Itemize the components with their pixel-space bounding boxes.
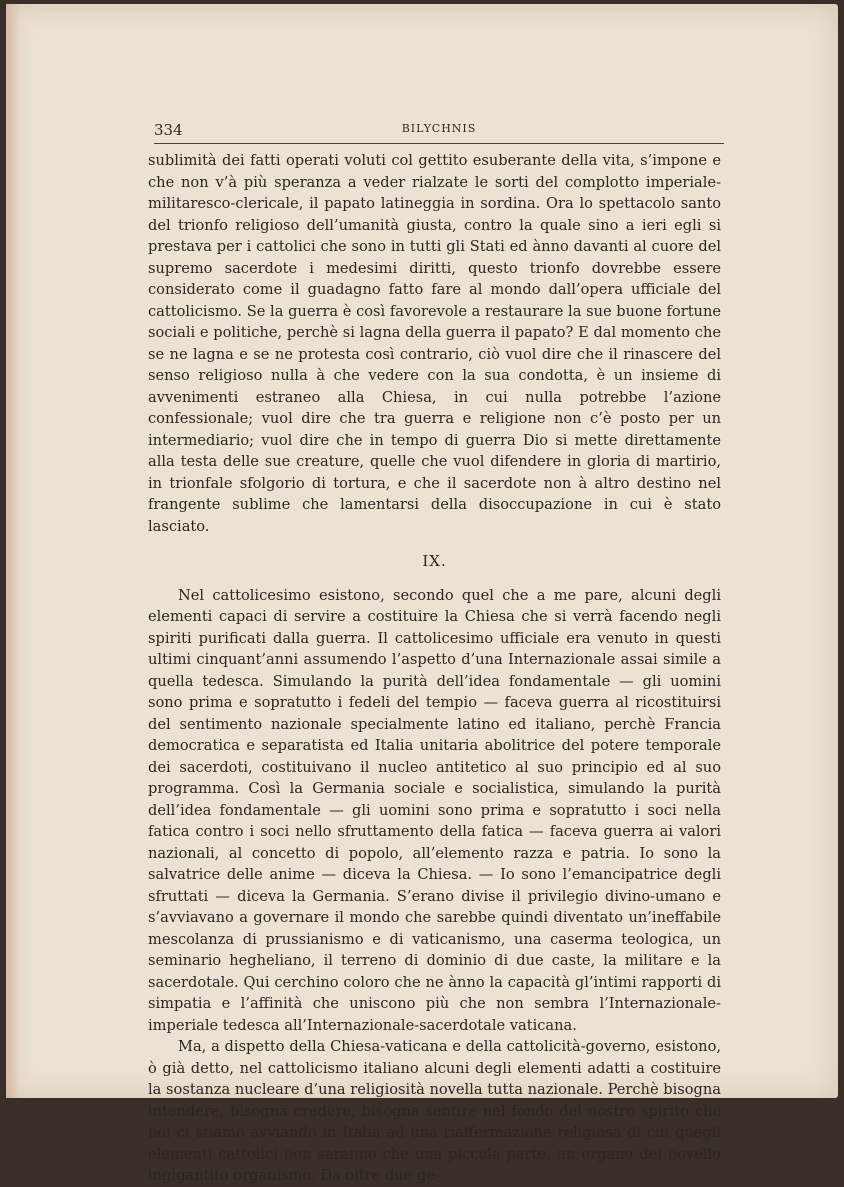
page-header <box>154 119 724 144</box>
body-text <box>148 150 721 1187</box>
paragraph-3: Ma, a dispetto della Chiesa-vaticana e della cattolicità-governo, esistono, ò già detto, nel cattolicismo italiano alcuni degli elementi adatti a costituire la sostanza nucleare d’una religiosità novella tutta nazionale. Perchè bisogna intendere, bisogna credere, bisogna sentire nel fondo del nostro spirito che noi ci stiamo avviando in Italia ad una riaffermazione religiosa di cui quegli elementi cattolici non saranno che una piccola parte, un organo del novello ingigantito organismo. Da oltre due ge- <box>148 1038 721 1184</box>
page-edge-stain <box>6 4 20 1098</box>
paragraph-2: Nel cattolicesimo esistono, secondo quel che a me pare, alcuni degli elementi capaci di servire a costituire la Chiesa che si verrà facendo negli spiriti purificati dalla guerra. Il cattolicesimo ufficiale era venuto in questi ultimi cinquant’anni assumendo l’aspetto d’una Internazionale assai simile a quella tedesca. Simulando la purità dell’idea fondamentale — gli uomini sono prima e sopratutto i fedeli del tempio — faceva guerra al ricostituirsi del sentimento nazionale specialmente latino ed italiano, perchè Francia democratica e separatista ed Italia unitaria abolitrice del potere temporale dei sacerdoti, costituivano il nucleo antitetico al suo principio ed al suo programma. Così la Germania sociale e socialistica, simulando la purità dell’idea fondamentale — gli uomini sono prima e sopratutto i soci nella fatica contro i soci nello sfruttamento della fatica — faceva guerra ai valori nazionali, al concetto di popolo, all’elemento razza e patria. Io sono la salvatrice delle anime — diceva la Chiesa. — Io sono l’emancipatrice degli sfruttati — diceva la Germania. S’erano divise il privilegio divino-umano e s’avviavano a governare il mondo che sarebbe quindi diventato un’ineffabile mescolanza di prussianismo e di vaticanismo, una caserma teologica, un seminario hegheliano, il terreno di dominio di due caste, la militare e la sacerdotale. Qui cerchino coloro che ne ànno la capacità gl’intimi rapporti di simpatia e l’affinità che uniscono più che non sembra l’Internazionale-imperiale tedesca all’Internazionale-sacerdotale vaticana. <box>148 586 721 1034</box>
section-heading: IX. <box>422 552 447 570</box>
page-number: 334 <box>154 121 183 139</box>
running-title: BILYCHNIS <box>401 122 477 135</box>
paragraph-1: sublimità dei fatti operati voluti col gettito esuberante della vita, s’impone e che non v’à più speranza a veder rialzate le sorti del complotto imperiale-militaresco-clericale, il papato latineggia in sordina. Ora lo spettacolo santo del trionfo religioso dell’umanità giusta, contro la quale sino a ieri egli si prestava per i cattolici che sono in tutti gli Stati ed ànno davanti al cuore del supremo sacerdote i medesimi diritti, questo trionfo dovrebbe essere considerato come il guadagno fatto fare al mondo dall’opera ufficiale del cattolicismo. Se la guerra è così favorevole a restaurare la sue buone fortune sociali e politiche, perchè si lagna della guerra il papato? E dal momento che se ne lagna e se ne protesta così contrario, ciò vuol dire che il rinascere del senso religioso nulla à che vedere con la sua condotta, è un insieme di avvenimenti estraneo alla Chiesa, in cui nulla potrebbe l’azione confessionale; vuol dire che tra guerra e religione non c’è posto per un intermediario; vuol dire che in tempo di guerra Dio si mette direttamente alla testa delle sue creature, quelle che vuol difendere in gloria di martirio, in trionfale sfolgorio di tortura, e che il sacerdote non à altro destino nel frangente sublime che lamentarsi della disoccupazione in cui è stato lasciato. <box>148 152 721 535</box>
